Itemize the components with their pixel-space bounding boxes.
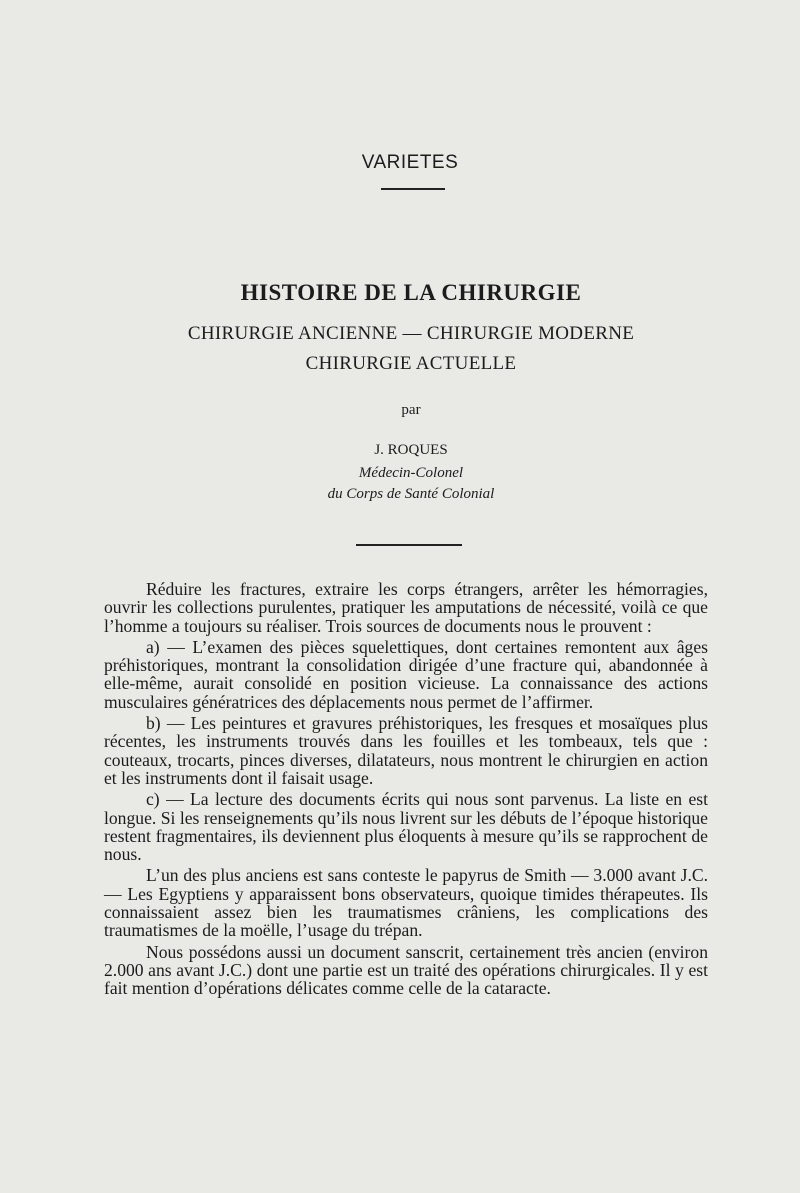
- paragraph-sanskrit: Nous possédons aussi un document sanscrit, certainement très ancien (environ 2.000 ans avant J.C.) dont une partie est un traité des opérations chirurgicales. Il y est fait mention d’opérations délicates comme celle de la cataracte.: [104, 941, 708, 999]
- byline-rule: [356, 544, 462, 546]
- author-affiliation: du Corps de Santé Colonial: [327, 486, 495, 502]
- author-title: Médecin-Colonel: [358, 465, 464, 481]
- article-title: HISTOIRE DE LA CHIRURGIE: [240, 280, 582, 305]
- author-name: J. ROQUES: [374, 442, 448, 458]
- section-heading: VARIETES: [361, 152, 459, 173]
- paragraph-papyrus: L’un des plus anciens est sans conteste le papyrus de Smith — 3.000 avant J.C. — Les Egyptiens y apparaissent bons observateurs, quoique timides thérapeutes. Ils connaissaient assez bien les traumatismes crâniens, les complications des traumatismes de la moëlle, l’usage du trépan.: [104, 865, 708, 941]
- paragraph-b: b) — Les peintures et gravures préhistoriques, les fresques et mosaïques plus récentes, les instruments trouvés dans les fouilles et les tombeaux, tels que : couteaux, trocarts, pinces diverses, dilatateurs, nous montrent le chirurgien en action et les instruments dont il faisait usage.: [104, 713, 708, 788]
- by-word: par: [401, 402, 421, 418]
- subtitle-line-1: CHIRURGIE ANCIENNE — CHIRURGIE MODERNE: [187, 323, 635, 344]
- article-body: [104, 580, 708, 998]
- section-rule: [381, 188, 445, 190]
- paragraph-a: a) — L’examen des pièces squelettiques, dont certaines remontent aux âges préhistoriques, montrant la consolidation dirigée d’une fracture qui, abandonnée à elle-même, aurait consolidé en position vicieuse. La connaissance des actions musculaires génératrices des déplacements nous permet de l’affirmer.: [104, 636, 708, 712]
- paragraph-c: c) — La lecture des documents écrits qui nous sont parvenus. La liste en est longue. Si les renseignements qu’ils nous livrent sur les débuts de l’époque historique restent fragmentaires, ils deviennent plus éloquents à mesure qu’ils se rapprochent de nous.: [104, 789, 708, 865]
- paragraph-intro: Réduire les fractures, extraire les corps étrangers, arrêter les hémorragies, ouvrir les collections purulentes, pratiquer les amputations de nécessité, voilà ce que l’homme a toujours su réaliser. Trois sources de documents nous le prouvent :: [104, 579, 708, 636]
- subtitle-line-2: CHIRURGIE ACTUELLE: [305, 353, 517, 374]
